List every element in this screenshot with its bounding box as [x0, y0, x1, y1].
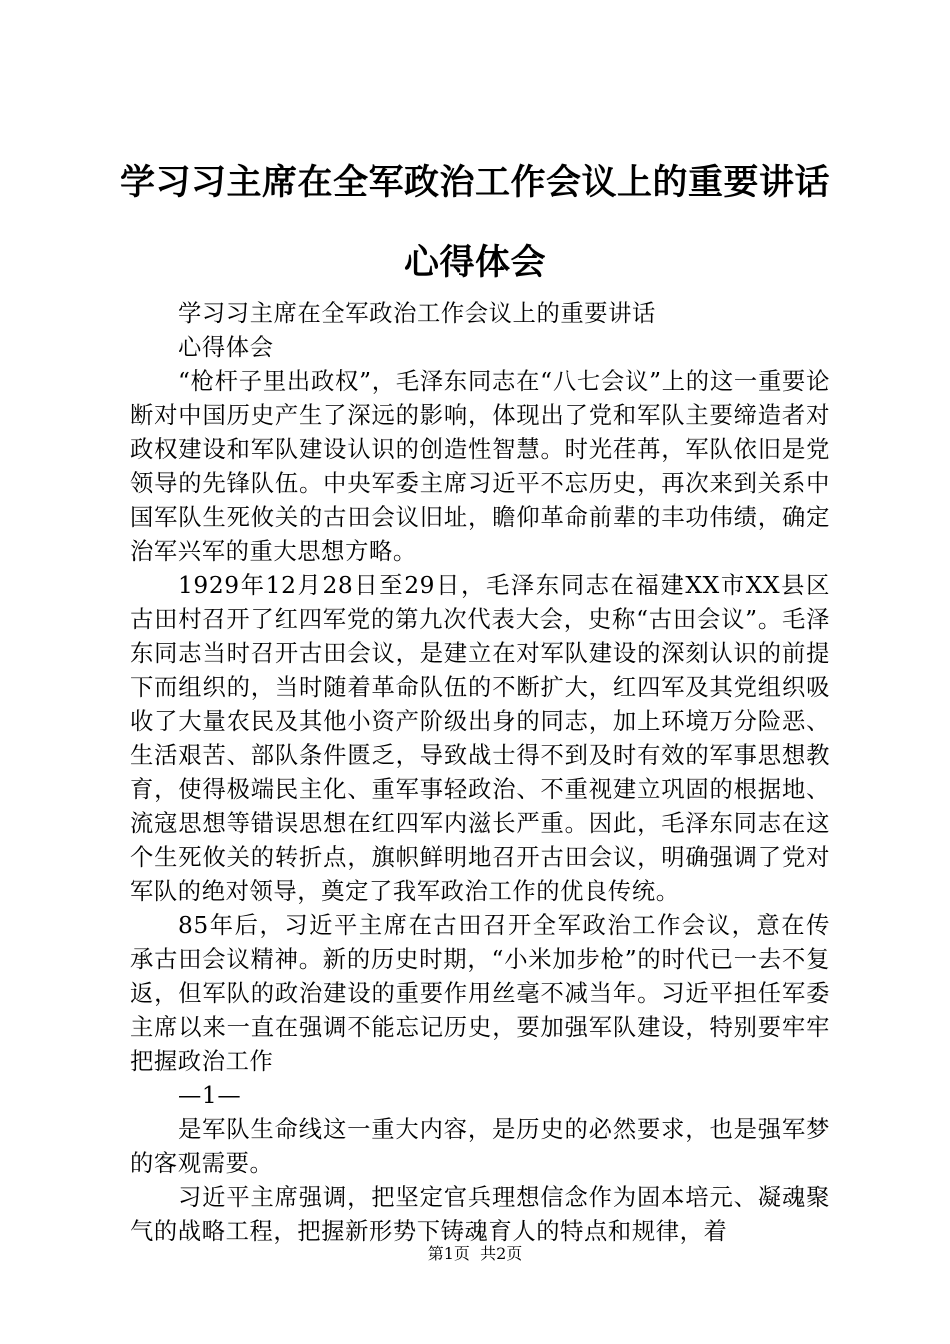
- paragraph: 1929年12月28日至29日，毛泽东同志在福建XX市XX县区古田村召开了红四军党的第九次代表大会，史称“古田会议”。毛泽东同志当时召开古田会议，是建立在对军队建设的深刻认识的前提下而组织的，当时随着革命队伍的不断扩大，红四军及其党组织吸收了大量农民及其他小资产阶级出身的同志，加上环境万分险恶、生活艰苦、部队条件匮乏，导致战士得不到及时有效的军事思想教育，使得极端民主化、重军事轻政治、不重视建立巩固的根据地、流寇思想等错误思想在红四军内滋长严重。因此，毛泽东同志在这个生死攸关的转折点，旗帜鲜明地召开古田会议，明确强调了党对军队的绝对领导，奠定了我军政治工作的优良传统。: [130, 572, 830, 905]
- paragraph: 是军队生命线这一重大内容，是历史的必然要求，也是强军梦的客观需要。: [130, 1116, 830, 1177]
- document-title-line-1: 学习习主席在全军政治工作会议上的重要讲话: [119, 163, 830, 203]
- document-body: [130, 297, 830, 1249]
- document-title-line-2: 心得体会: [403, 243, 546, 283]
- subtitle-line-1: 学习习主席在全军政治工作会议上的重要讲话: [178, 300, 656, 327]
- page-marker: —1—: [178, 1082, 242, 1109]
- page-number-label: 第1页 共2页: [427, 1244, 523, 1263]
- paragraph: 85年后，习近平主席在古田召开全军政治工作会议，意在传承古田会议精神。新的历史时期，“小米加步枪”的时代已一去不复返，但军队的政治建设的重要作用丝毫不减当年。习近平担任军委主席以来一直在强调不能忘记历史，要加强军队建设，特别要牢牢把握政治工作: [130, 912, 830, 1075]
- paragraph: “枪杆子里出政权”，毛泽东同志在“八七会议”上的这一重要论断对中国历史产生了深远的影响，体现出了党和军队主要缔造者对政权建设和军队建设认识的创造性智慧。时光荏苒，军队依旧是党领导的先锋队伍。中央军委主席习近平不忘历史，再次来到关系中国军队生死攸关的古田会议旧址，瞻仰革命前辈的丰功伟绩，确定治军兴军的重大思想方略。: [130, 368, 830, 565]
- paragraph: 习近平主席强调，把坚定官兵理想信念作为固本培元、凝魂聚气的战略工程，把握新形势下铸魂育人的特点和规律，着: [130, 1184, 830, 1245]
- subtitle-line-2: 心得体会: [178, 334, 274, 361]
- page-footer: [0, 1244, 950, 1264]
